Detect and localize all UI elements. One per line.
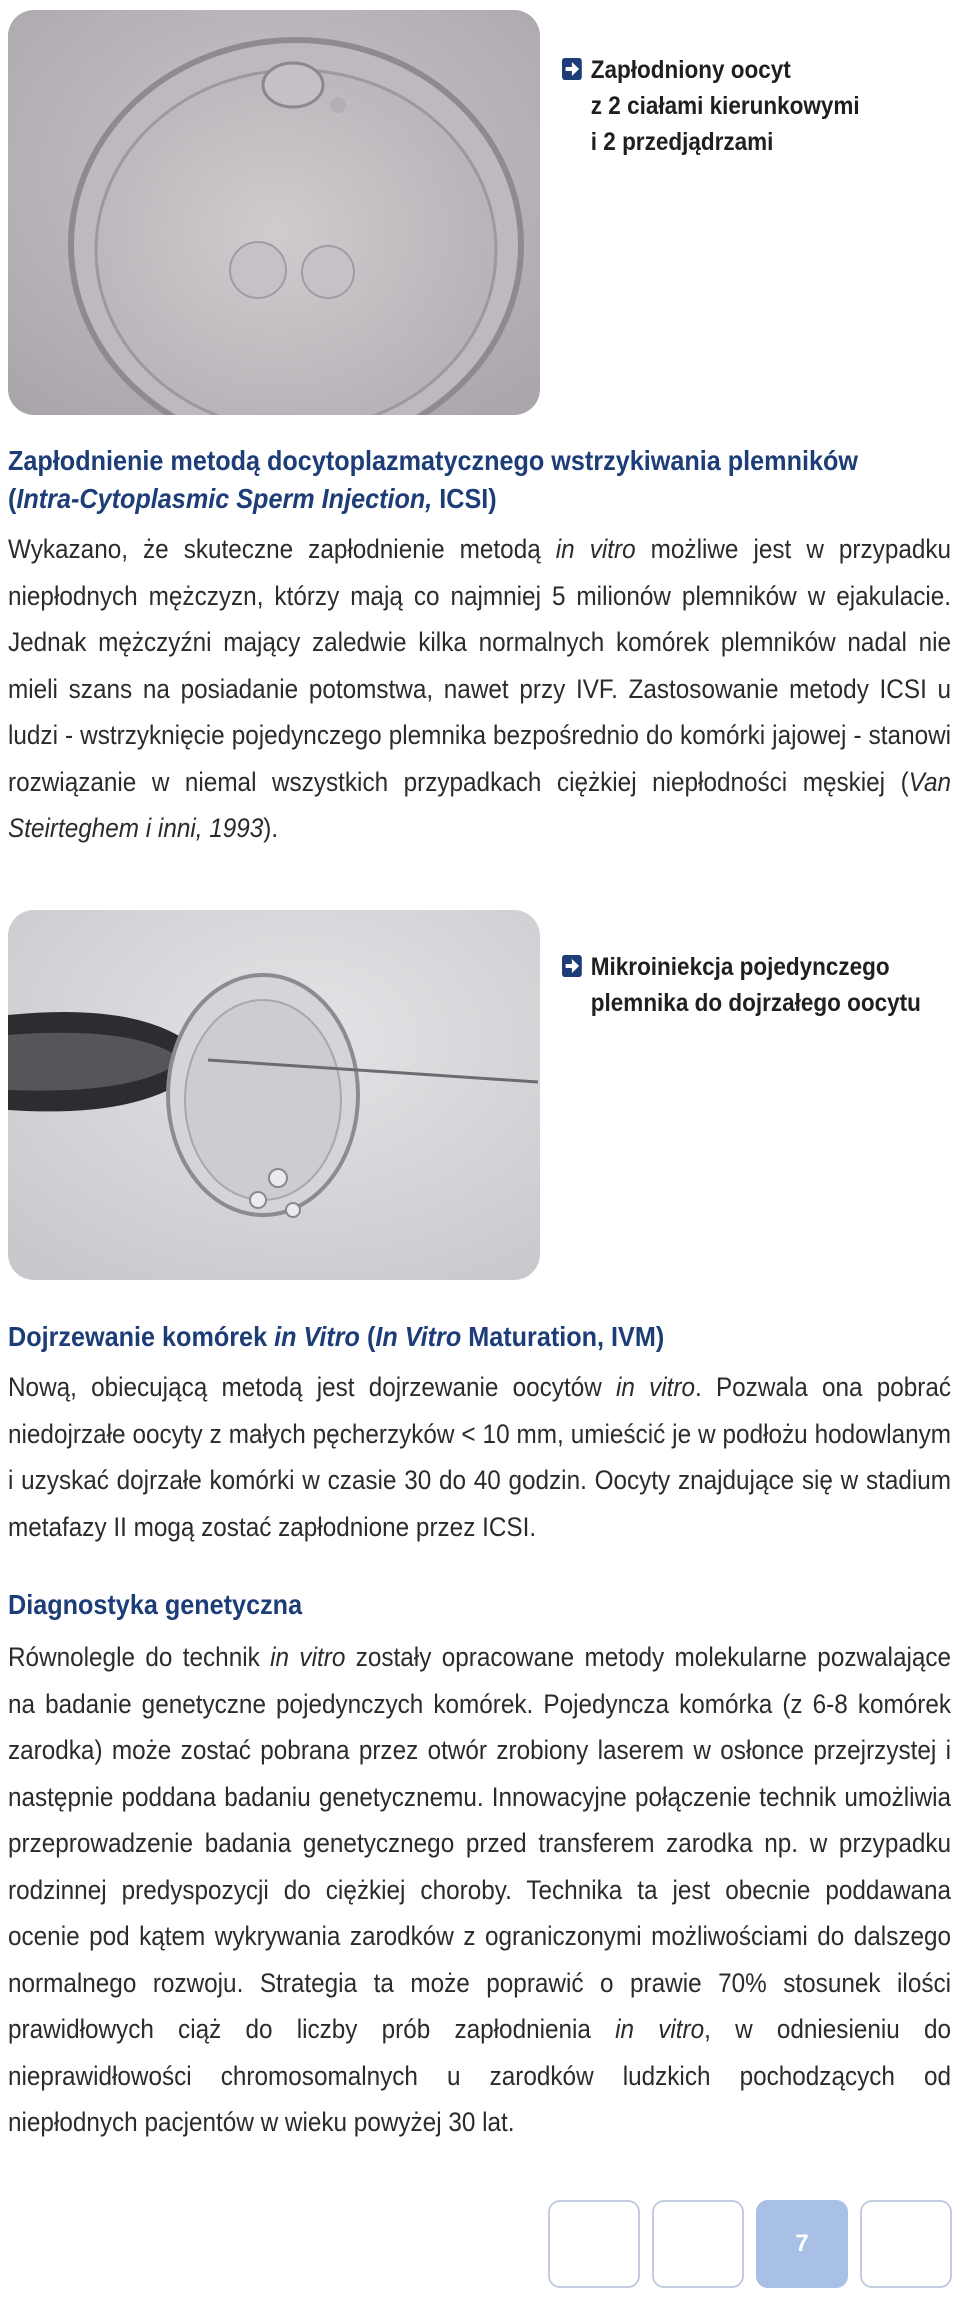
heading-text: ICSI) (432, 483, 497, 514)
italic-text: in vitro (615, 1372, 695, 1402)
figure-caption (562, 949, 921, 1021)
text: możliwe jest w przypadku niepłodnych mężczyzn, którzy mają co najmniej 5 milionów plemników w ejakulacie. Jednak mężczyźni mający zaledwie kilka normalnych komórek plemników nadal nie mieli szans na posiadanie potomstwa, nawet przy IVF. Zastosowanie metody ICSI u ludzi - wstrzyknięcie pojedynczego plemnika bezpośrednio do komórki jajowej - stanowi rozwiązanie w niemal wszystkich przypadkach ciężkiej niepłodności męskiej ( (8, 534, 952, 797)
caption-line: Mikroiniekcja pojedynczego (590, 953, 890, 981)
italic-text: in vitro (555, 534, 636, 564)
heading-text: Dojrzewanie komórek (8, 1321, 275, 1352)
figure-microinjection (0, 905, 960, 1285)
italic-text: in vitro (615, 2014, 705, 2044)
italic-text: in vitro (270, 1642, 346, 1672)
page-tab[interactable] (860, 2200, 952, 2288)
text: ). (263, 813, 279, 843)
heading-italic: Intra-Cytoplasmic Sperm Injection, (16, 483, 433, 514)
heading-text: ( (8, 483, 17, 514)
figure-oocyte (0, 0, 960, 420)
paragraph (8, 1634, 951, 2146)
text: , w odniesieniu do nieprawidłowości chromosomalnych u zarodków ludzkich pochodzących od niepłodnych pacjentów w wieku powyżej 30 lat. (8, 2014, 952, 2137)
text: zostały opracowane metody molekularne pozwalające na badanie genetyczne pojedynczych komórek. Pojedyncza komórka (z 6-8 komórek zarodka) może zostać pobrana przez otwór zrobiony laserem w osłonce przejrzystej i następnie poddana badaniu genetycznemu. Innowacyjne połączenie technik umożliwia przeprowadzenie badania genetycznego przed transferem zarodka np. w przypadku rodzinnej predyspozycji do ciężkiej choroby. Technika ta jest obecnie poddawana ocenie pod kątem wykrywania zarodków z ograniczonymi możliwościami do dalszego normalnego rozwoju. Strategia ta może poprawić o prawie 70% stosunek ilości prawidłowych ciąż do liczby prób zapłodnienia (8, 1642, 952, 2044)
heading-text: Zapłodnienie metodą docytoplazmatycznego wstrzykiwania plemników (8, 445, 858, 476)
caption-line: Zapłodniony oocyt (590, 56, 791, 84)
heading-italic: In Vitro (375, 1321, 462, 1352)
heading-italic: in Vitro (274, 1321, 360, 1352)
heading-text: Maturation, IVM) (461, 1321, 665, 1352)
oocyte-photo (8, 10, 540, 415)
page-tabs (548, 2200, 956, 2292)
heading-text: ( (359, 1321, 376, 1352)
text: Równolegle do technik (8, 1642, 271, 1672)
section-heading (8, 442, 951, 518)
section-heading (8, 1318, 951, 1356)
figure-caption (562, 52, 913, 160)
text: Nową, obiecującą metodą jest dojrzewanie oocytów (8, 1372, 616, 1402)
microinjection-photo (8, 910, 540, 1280)
page-number[interactable]: 7 (756, 2200, 848, 2288)
paragraph (8, 1364, 951, 1550)
caption-line: plemnika do dojrzałego oocytu (590, 989, 921, 1017)
italic-text: Van Steirteghem i inni, 1993 (8, 766, 952, 843)
text: Wykazano, że skuteczne zapłodnienie metodą (8, 534, 556, 564)
genetics-section (8, 1586, 952, 2146)
arrow-right-icon (562, 58, 582, 80)
arrow-right-icon (562, 955, 582, 977)
page-tab[interactable] (548, 2200, 640, 2288)
caption-line: z 2 ciałami kierunkowymi (590, 92, 860, 120)
page-tab[interactable] (652, 2200, 744, 2288)
icsi-section (8, 442, 952, 852)
paragraph (8, 526, 951, 852)
section-heading: Diagnostyka genetyczna (8, 1589, 303, 1620)
text: . Pozwala ona pobrać niedojrzałe oocyty z małych pęcherzyków < 10 mm, umieścić je w podłożu hodowlanym i uzyskać dojrzałe komórki w czasie 30 do 40 godzin. Oocyty znajdujące się w stadium metafazy II mogą zostać zapłodnione przez ICSI. (8, 1372, 952, 1542)
caption-line: i 2 przedjądrzami (590, 128, 774, 156)
ivm-section (8, 1318, 952, 1550)
